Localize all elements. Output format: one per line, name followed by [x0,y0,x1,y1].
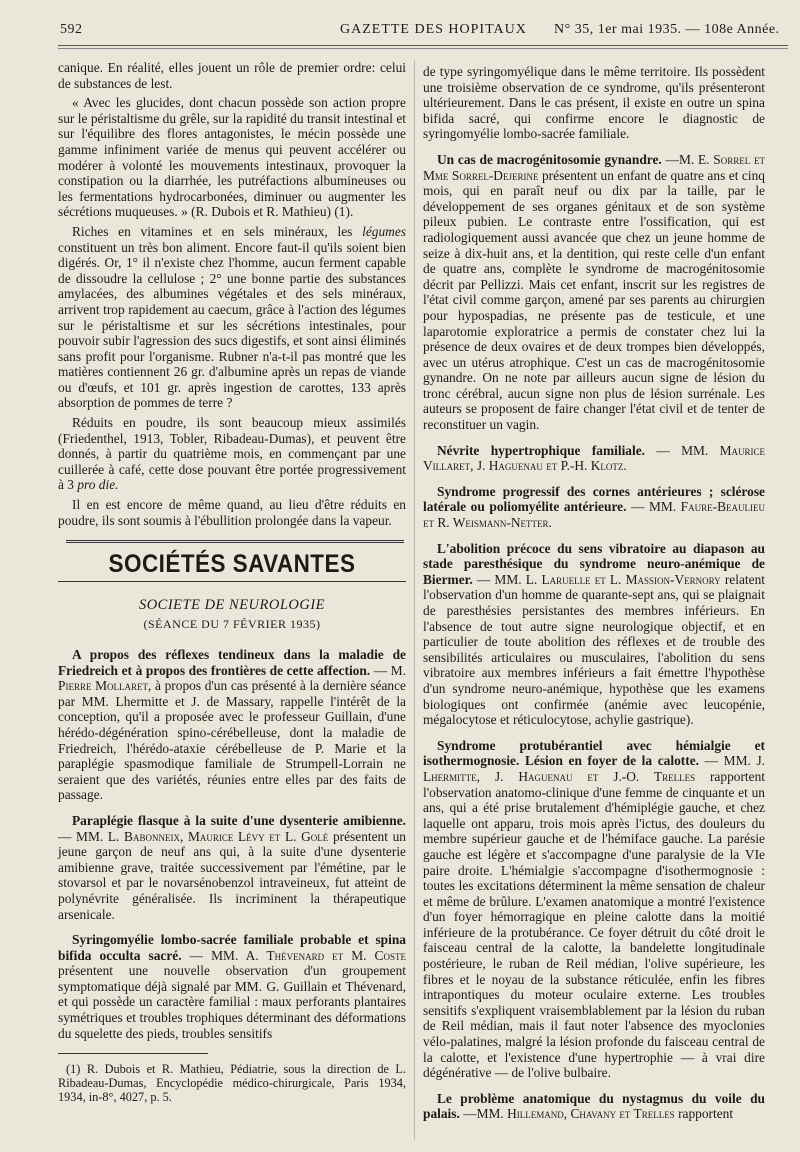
footnote: (1) R. Dubois et R. Mathieu, Pédiatrie, sous la direction de L. Ribadeau-Dumas, Encyclopédie médico-chirurgicale, Paris 1934, 1934, in-8°, 4027, p. 5. [58,1062,406,1105]
header-rule-secondary [58,48,788,49]
paragraph: canique. En réalité, elles jouent un rôle de premier ordre: celui de substances de lest. [58,60,406,91]
entry-title: Syringomyélie lombo-sacrée familiale probable et spina bifida occulta sacré. [58,932,406,963]
header-rule [58,45,788,46]
report-entry [423,541,765,728]
left-column [58,60,406,1108]
page-number: 592 [60,22,83,37]
issue-info: N° 35, 1er mai 1935. — 108e Année. [554,22,780,37]
section-separator [66,540,404,545]
entry-authors: — MM. J. Lhermitte, J. Haguenau et J.-O. Trelles [423,753,766,784]
entry-authors: — MM. Faure-Beaulieu et R. Weismann-Netter. [423,499,765,531]
text-run: constituent un très bon aliment. Encore faut-il qu'ils soient bien digérés. Or, 1° il n'existe chez l'homme, aucun ferment capable de dissoudre la cellulose ; 2° une bonne partie des substances amylacées, des albumines végétales et des sels minéraux, arrivent trop rapidement au caecum, grâce à l'action des légumes sur le péristaltisme et sur les sécrétions intestinales, pour pouvoir subir l'agression des sucs digestifs, et sont ainsi éliminés sans profit pour l'organisme. Rubner n'a-t-il pas montré que les matières contiennent 26 gr. d'albumine après un repas de viande ou d'œufs, et 101 gr. après ingestion de carottes, 133 après absorption de pommes de terre ? [58,239,406,411]
entry-body: présentent un enfant de quatre ans et cinq mois, qui en paraît neuf ou dix par la taille, par le développement de ses organes génitaux et de son système pileux pubien. Le contraste entre l'ossification, qui est radiologiquement aussi avancée que chez un jeune homme de seize à dix-huit ans, et la dentition, qui reste celle d'un enfant de quatre ans, complète le syndrome de macrogénitosomie décrit par Pellizzi. Mais cet enfant, inscrit sur les registres de l'état civil comme garçon, amené par ses parents au chirurgien pour hypospadias, ne présente pas de testicule, et une laparotomie exploratrice a permis de constater chez lui la présence de deux ovaires et de deux trompes bien développés, avec un utérus atrophique. C'est un cas de macrogénitosomie gynandre. On ne note par ailleurs aucun signe de lésion du tronc cérébral, aucun signe non plus de lésion surrénale. Les auteurs se proposent de faire changer l'état civil et de tenter de reconstituer un vagin. [423,167,765,433]
paragraph [58,415,406,493]
society-name: SOCIETE DE NEUROLOGIE [138,596,326,613]
entry-body: présentent un jeune garçon de neuf ans qui, à la suite d'une dysenterie amibienne grave, traitée successivement par l'émétine, par le stovarsol et par le novarsénobenzol intraveineux, fut atteint de polynévrite généralisée. Ils incriminent la thérapeutique arsenicale. [58,828,406,922]
entry-title: Le problème anatomique du nystagmus du voile du palais. [423,1090,765,1122]
entry-body: présentent une nouvelle observation d'un groupement symptomatique déjà signalé par MM. G. Guillain et Thévenard, et qui possède un caractère familial : maux perforants plantaires symétriques et troubles trophiques déterminant des déformations du squelette des pieds, troubles sensitifs [58,963,406,1041]
report-entry [423,152,765,433]
entry-authors: MM. L. Babonneix, Maurice Lévy et L. Golé [76,828,329,844]
paragraph: « Avec les glucides, dont chacun possède son action propre sur le péristaltisme du grêle, sur la rapidité du transit intestinal et sur l'équilibre des flores antagonistes, le mécin possède une gamme infiniment variée de menus qui peuvent accélérer ou modérer à volonté les mouvements intestinaux, provoquer la constipation ou la diarrhée, les putréfactions albumineuses ou les fermentations hydrocarbonées, diminuer ou augmenter les sécrétions muqueuses. » (R. Dubois et R. Mathieu) (1). [58,95,406,220]
italic-term: pro die. [77,477,119,493]
entry-body: , à propos d'un cas présenté à la dernière séance par MM. Lhermitte et J. de Massary, rappelle l'intérêt de la conception, qu'il a proposée avec le professeur Guillain, d'une hérédo-dégénération spino-cérébelleuse, dont la maladie de Friedreich, l'hérédo-ataxie cérébelleuse de P. Marie et la paraplégie spasmodique familiale de Strumpell-Lorrain ne seraient que des variétés, réunies entre elles par des faits de passage. [58,678,406,803]
entry-authors: —MM. Hillemand, Chavany et Trelles [463,1106,675,1122]
entry-title: L'abolition précoce du sens vibratoire au diapason au stade paresthésique du syndrome neuro-anémique de Biermer. [423,540,765,587]
report-entry: A propos des réflexes tendineux dans la maladie de Friedreich et à propos des frontières de cette affection. — M. Pierre Mollaret, à propos d'un cas présenté à la dernière séance par MM. Lhermitte et J. de Massary, rappelle l'intérêt de la conception, qu'il a proposée avec le professeur Guillain, d'une hérédo-dégénération spino-cérébelleuse, dont la maladie de Friedreich, l'hérédo-ataxie cérébelleuse de P. Marie et la paraplégie spasmodique familiale de Strumpell-Lorrain ne seraient que des variétés, réunies entre elles par des faits de passage. [58,647,406,803]
entry-title: Syndrome protubérantiel avec hémialgie et isothermognosie. Lésion en foyer de la calotte. [423,737,765,769]
text-run: Riches en vitamines et en sels minéraux, les [72,223,353,239]
paragraph [58,224,406,411]
entry-authors: M. Pierre Mollaret [58,662,406,694]
report-entry: Paraplégie flasque à la suite d'une dysenterie amibienne. — MM. L. Babonneix, Maurice Lévy et L. Golé présentent un jeune garçon de neuf ans qui, à la suite d'une dysenterie amibienne grave, traitée successivement par l'émétine, par le stovarsol et par le novarsénobenzol intraveineux, fut atteint de polynévrite généralisée. Ils incriminent la thérapeutique arsenicale. [58,812,406,922]
entry-title: A propos des réflexes tendineux dans la maladie de Friedreich et à propos des frontières de cette affection. [58,647,406,678]
report-entry [423,443,765,474]
entry-title: Névrite hypertrophique familiale. [437,442,646,458]
paragraph: Il en est encore de même quand, au lieu d'être réduits en poudre, ils sont soumis à l'ébullition prolongée dans la vapeur. [58,497,406,528]
text-run: Réduits en poudre, ils sont beaucoup mieux assimilés (Friedenthel, 1913, Tobler, Ribadeau-Dumas), et peuvent être donnés, à partir du quatrième mois, en commençant par une cuillerée à café, cette dose pouvant être portée progressivement à 3 [58,415,406,493]
entry-body: relatent l'observation d'un homme de quarante-sept ans, qui se plaignait de paresthésies persistantes des membres inférieurs. En l'absence de tout autre signe neurologique objectif, et en particulier de toute abolition des réflexes et de trouble des sensibilités articulaires ou musculaires, l'abolition du sens vibratoire aux membres inférieurs a fait émettre l'hypothèse d'un syndrome neuro-anémique, hypothèse que les examens biologiques ont confirmée (anémie avec leucopénie, mégalocytose et réticulocytose, achylie gastrique). [423,571,765,728]
entry-authors: MM. A. Thévenard et M. Coste [211,947,406,963]
report-entry [423,738,765,1081]
entry-body: rapportent l'observation anatomo-clinique d'une femme de cinquante et un ans, qui a été prise brutalement d'hémiplégie gauche, et chez laquelle ont apparu, trois mois après l'ictus, des douleurs du membre supérieur gauche et de l'hémiface gauche. La parésie gauche est légère et s'accompagne d'une paralysie de la VIe paire droite. L'hémialgie s'accompagne d'isothermognosie : toutes les excitations déterminent la même sensation de chaleur et même de brûlure. L'examen anatomique a montré l'existence d'un foyer hémorragique en pleine calotte dans la moitié inférieure de la protubérance. Ce foyer détruit du côté droit le faisceau central de la calotte, la bandelette longitudinale postérieure, le ruban de Reil médian, l'olive supérieure, les fibres et le noyau de la substance réticulée, enfin les fibres intrapontiques du moteur oculaire externe. Les troubles sensitifs s'expliquent vraisemblablement par la lésion du ruban de Reil médian, mais il faut noter l'absence des myoclonies vélo-palatines, malgré la lésion profonde du faisceau central de la calotte, et l'existence d'une hypertrophie — à vrai dire dégénérative — de l'olive bulbaire. [423,768,765,1081]
report-entry: Syringomyélie lombo-sacrée familiale probable et spina bifida occulta sacré. — MM. A. Thévenard et M. Coste présentent une nouvelle observation d'un groupement symptomatique déjà signalé par MM. G. Guillain et Thévenard, et qui possède un caractère familial : maux perforants plantaires symétriques et troubles trophiques déterminant des déformations du squelette des pieds, troubles sensitifs [58,932,406,1041]
section-rule [58,581,406,582]
entry-body: rapportent [678,1106,734,1122]
footnote-rule [58,1053,208,1054]
entry-title: Paraplégie flasque à la suite d'une dysenterie amibienne. [72,812,406,828]
entry-title: Syndrome progressif des cornes antérieures ; sclérose latérale ou poliomyélite antérieure. [423,483,765,515]
journal-title: GAZETTE DES HOPITAUX [340,22,527,37]
page-header [58,20,788,42]
report-entry [423,1091,765,1122]
report-entry [423,484,765,531]
column-divider [414,60,415,1140]
session-date: (SÉANCE DU 7 FÉVRIER 1935) [143,617,321,632]
entry-title: Un cas de macrogénitosomie gynandre. [437,151,662,167]
section-title: SOCIÉTÉS SAVANTES [108,550,356,579]
entry-authors: — MM. L. Laruelle et L. Massion-Vernory [476,571,721,587]
entry-authors: — MM. Maurice Villaret, J. Haguenau et P.-H. Klotz. [423,442,765,474]
italic-term: légumes [362,223,406,239]
paragraph: de type syringomyélique dans le même territoire. Ils possèdent une troisième observation de ce syndrome, qu'ils présenteront ultérieurement. Dans le cas présent, il existe en outre un spina bifida sacré, qui confirme encore le diagnostic de syringomyélie lombo-sacrée familiale. [423,64,765,142]
right-column [423,64,765,1126]
entry-authors: —M. E. Sorrel et Mme Sorrel-Dejerine [423,151,765,183]
